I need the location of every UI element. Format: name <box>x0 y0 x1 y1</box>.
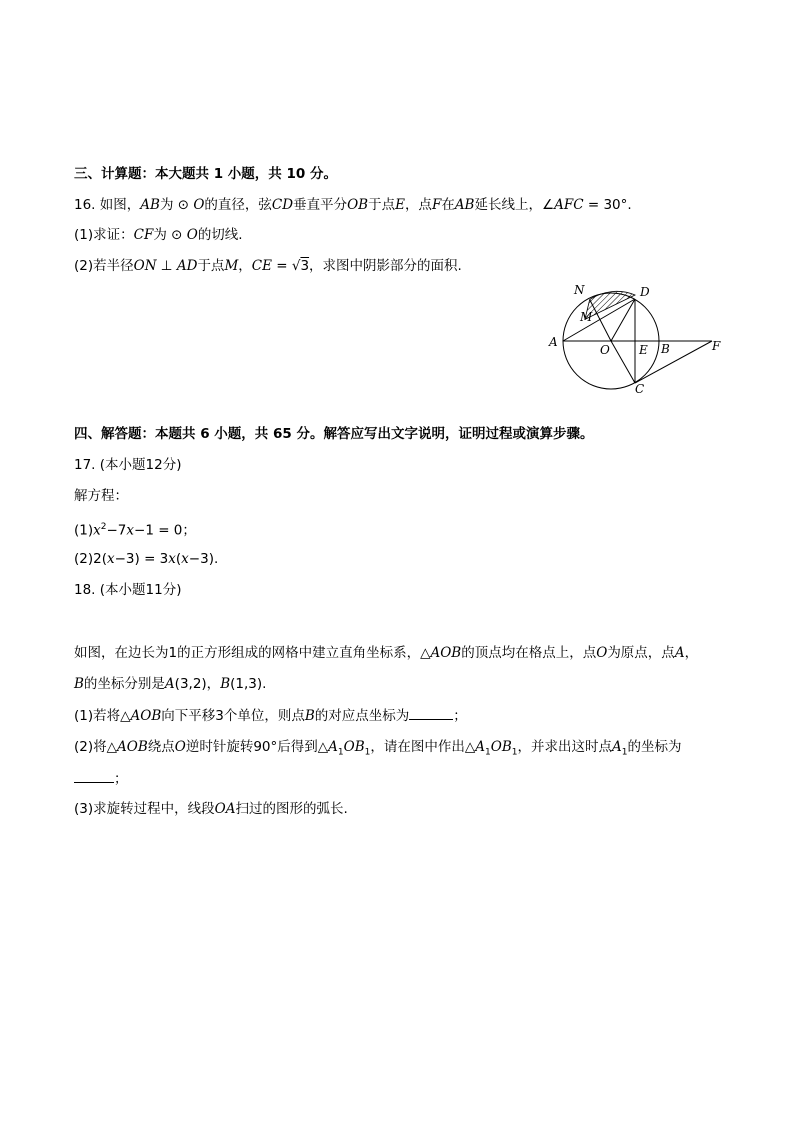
label-n: N <box>574 283 585 297</box>
q17-text: −7 <box>106 522 127 539</box>
q18-math: AOB <box>130 708 162 724</box>
question-18-part-2-answer <box>74 768 128 789</box>
q16-text: ，点 <box>404 197 432 213</box>
q16-math: AB <box>454 197 475 213</box>
q18-math: A <box>611 739 622 755</box>
question-16-part-2 <box>74 256 462 276</box>
q16-text: 于点 <box>197 258 225 274</box>
q16-text: = √ <box>271 258 301 274</box>
q16-math: E <box>395 197 405 213</box>
question-16-part-1 <box>74 225 243 245</box>
question-18-stem-line-1 <box>74 643 698 663</box>
answer-blank[interactable] <box>409 705 453 720</box>
q16-math: O <box>186 227 198 243</box>
label-o: O <box>600 343 610 357</box>
q18-math: B <box>501 739 512 755</box>
q18-math: B <box>220 676 231 692</box>
q16-text: 的切线. <box>197 227 243 243</box>
q18-subscript: 1 <box>621 747 628 758</box>
label-e: E <box>639 343 648 357</box>
q18-text: ； <box>453 708 467 724</box>
q18-math: O <box>596 645 608 661</box>
q16-text: = 30°. <box>583 197 632 213</box>
q18-text: 的顶点均在格点上，点 <box>461 645 597 661</box>
q18-text: 为原点，点 <box>607 645 675 661</box>
question-18-title: 18. (本小题11分) <box>74 582 182 598</box>
q17-math: x <box>126 522 135 539</box>
q16-text: 在 <box>441 197 455 213</box>
q18-text: ，并求出这时点 <box>517 739 612 755</box>
q17-text: (1) <box>74 522 94 539</box>
q16-math: ON <box>133 258 157 274</box>
q17-text: −3) = 3 <box>114 551 169 567</box>
q17-text: ( <box>175 551 182 567</box>
q18-text: (3,2)， <box>174 676 221 692</box>
q16-text: 为 ⊙ <box>153 227 187 243</box>
label-f: F <box>712 339 721 353</box>
q18-text: 如图，在边长为1的正方形组成的网格中建立直角坐标系，△ <box>74 645 431 661</box>
q16-math: CF <box>133 227 154 243</box>
q18-text: 的坐标分别是 <box>83 676 165 692</box>
question-17-part-2 <box>74 549 218 569</box>
q16-text: 的直径，弦 <box>204 197 272 213</box>
segment-o-c <box>611 341 635 383</box>
question-17-title: 17. (本小题12分) <box>74 457 182 473</box>
q16-math: F <box>431 197 442 213</box>
label-b: B <box>661 342 670 356</box>
q18-text: (1,3). <box>230 676 267 692</box>
q18-math: O <box>343 739 355 755</box>
q18-text: 的坐标为 <box>627 739 682 755</box>
q18-subscript: 1 <box>511 747 518 758</box>
question-18-part-1 <box>74 705 467 726</box>
q16-math: CE <box>251 258 272 274</box>
q18-math: OA <box>214 801 236 817</box>
q18-math: A <box>475 739 486 755</box>
q18-math: B <box>304 708 315 724</box>
q17-math: x <box>181 551 189 567</box>
q16-text: ⊥ <box>156 258 177 274</box>
q16-text: (1)求证： <box>74 227 134 243</box>
q18-text: ， <box>684 645 699 661</box>
question-18-part-2 <box>74 737 681 763</box>
label-a: A <box>549 335 558 349</box>
q18-math: A <box>164 676 175 692</box>
answer-blank[interactable] <box>74 768 114 783</box>
q16-text: 垂直平分 <box>293 197 348 213</box>
q16-text: 16. 如图， <box>74 197 141 213</box>
section-3-heading: 三、计算题：本大题共 1 小题，共 10 分。 <box>74 166 337 182</box>
q16-math: M <box>224 258 239 274</box>
q18-subscript: 1 <box>485 747 491 758</box>
q16-text: (2)若半径 <box>74 258 134 274</box>
q17-math: x <box>106 551 115 567</box>
question-17-instruction: 解方程： <box>74 488 128 504</box>
circle-geometry-figure <box>540 278 730 398</box>
label-m: M <box>580 310 593 324</box>
q18-text: (1)若将△ <box>74 708 131 724</box>
q17-math: x <box>168 551 176 567</box>
q18-text: (3)求旋转过程中，线段 <box>74 801 215 817</box>
q18-subscript: 1 <box>337 747 344 758</box>
q18-math: A <box>328 739 338 755</box>
q16-text: 于点 <box>368 197 396 213</box>
q18-text: (2)将△ <box>74 739 118 755</box>
question-17-part-1 <box>74 517 196 541</box>
q16-text: 延长线上，∠ <box>474 197 555 213</box>
q16-text: ， <box>238 258 252 274</box>
label-d: D <box>640 285 650 299</box>
q17-text: −1 = 0； <box>134 522 196 539</box>
q16-text: 为 ⊙ <box>159 197 194 213</box>
q17-text: (2)2( <box>74 551 107 567</box>
q18-math: B <box>74 676 84 692</box>
question-18-part-3 <box>74 799 348 819</box>
q18-text: 逆时针旋转90°后得到△ <box>185 739 329 755</box>
q17-text: −3). <box>188 551 219 567</box>
q17-math: x <box>93 522 101 539</box>
q18-math: A <box>674 645 685 661</box>
q18-text: 的对应点坐标为 <box>314 708 410 724</box>
q18-math: O <box>490 739 502 755</box>
q18-math: AOB <box>117 739 148 755</box>
q18-math: AOB <box>430 645 462 661</box>
q16-math: O <box>193 197 205 213</box>
label-c: C <box>635 382 645 396</box>
q16-math: OB <box>347 197 369 213</box>
q16-math: AFC <box>554 197 584 213</box>
q18-text: 向下平移3个单位，则点 <box>161 708 305 724</box>
q16-math: AD <box>176 258 198 274</box>
q16-math: CD <box>271 197 294 213</box>
q18-text: 绕点 <box>147 739 175 755</box>
question-16-stem <box>74 195 632 215</box>
section-4-heading: 四、解答题：本题共 6 小题，共 65 分。解答应写出文字说明，证明过程或演算步骤。 <box>74 426 594 442</box>
question-18-stem-line-2 <box>74 674 266 694</box>
q18-text: ，请在图中作出△ <box>370 739 476 755</box>
q18-math: B <box>354 739 365 755</box>
q17-exponent: 2 <box>100 522 107 532</box>
q18-math: O <box>174 739 186 755</box>
q18-text: ； <box>114 771 128 787</box>
q18-text: 扫过的图形的弧长. <box>235 801 348 817</box>
q18-subscript: 1 <box>364 747 371 758</box>
q16-math: AB <box>140 197 160 213</box>
q16-text: ，求图中阴影部分的面积. <box>309 258 462 274</box>
q16-root-value: 3 <box>300 258 310 274</box>
